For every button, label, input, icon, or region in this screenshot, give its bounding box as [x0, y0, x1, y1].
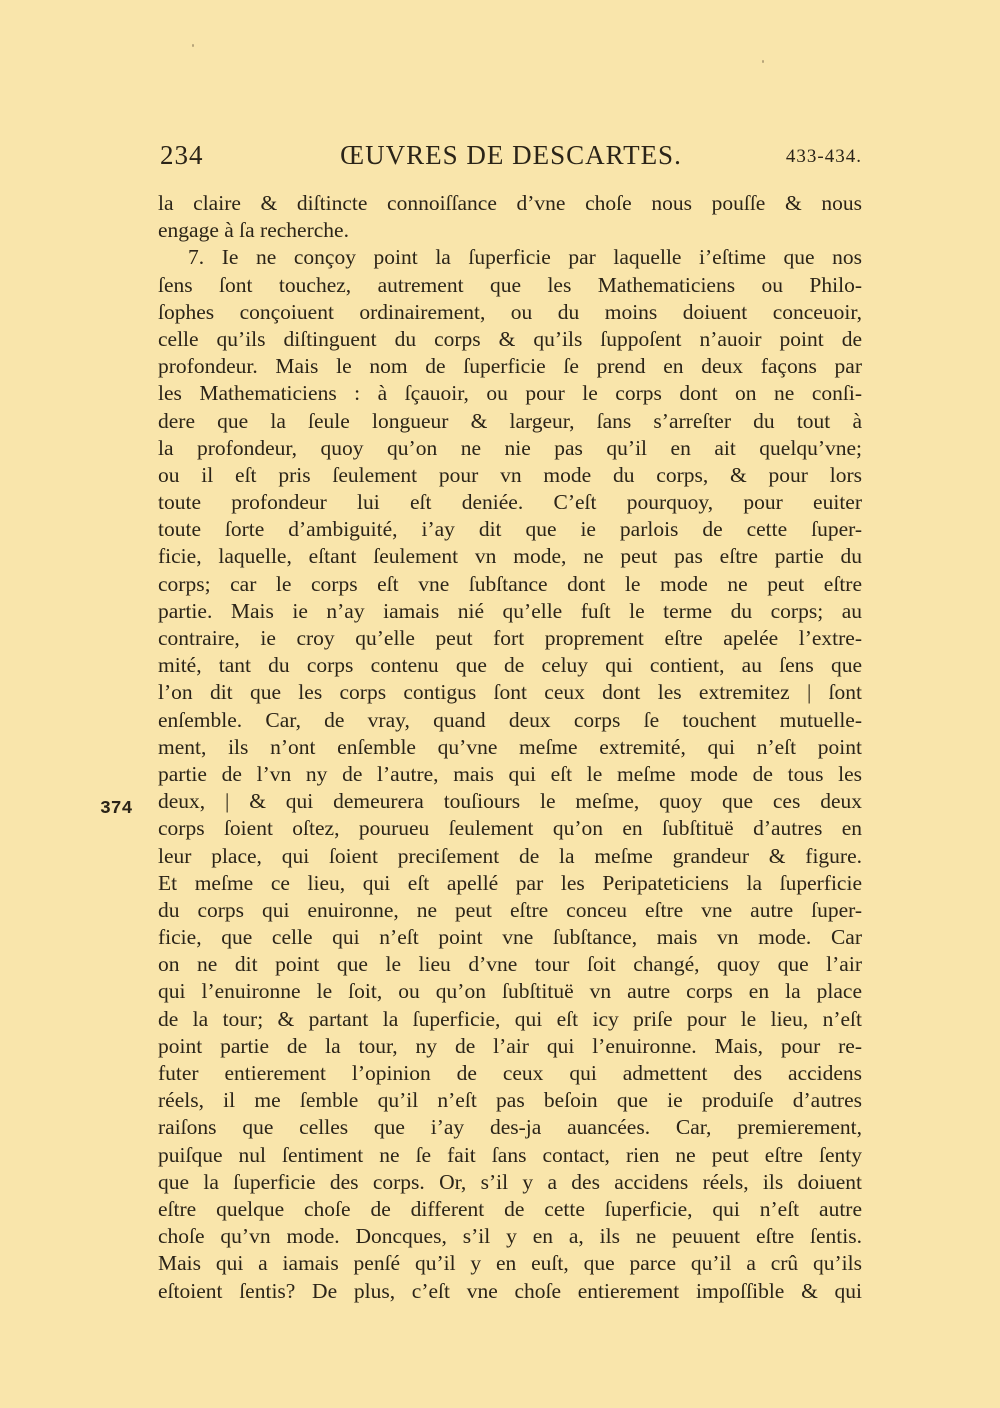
text-line: de la tour; & partant la ſuperficie, qui eſt icy priſe pour le lieu, n’eſt [158, 1006, 862, 1031]
text-line: ou il eſt pris ſeulement pour vn mode du corps, & pour lors [158, 462, 862, 487]
text-line: Mais qui a iamais penſé qu’il y en euſt, que parce qu’il a crû qu’ils [158, 1251, 862, 1276]
text-line: ment, ils n’ont enſemble qu’vne meſme extremité, qui n’eſt point [158, 734, 862, 759]
text-line: celle qu’ils diſtinguent du corps & qu’ils ſuppoſent n’auoir point de [158, 326, 862, 351]
text-line: ficie, laquelle, eſtant ſeulement vn mode, ne peut pas eſtre partie du [158, 544, 862, 569]
text-line: toute ſorte d’ambiguité, i’ay dit que ie parlois de cette ſuper- [158, 517, 862, 542]
text-line: raiſons que celles que i’ay des-ja auancées. Car, premierement, [158, 1115, 862, 1140]
text-line: réels, il me ſemble qu’il n’eſt pas beſoin que ie produiſe d’autres [158, 1088, 862, 1113]
text-line: eſtoient ſentis? De plus, c’eſt vne choſe entierement impoſſible & qui [158, 1278, 862, 1303]
text-line: corps ſoient oſtez, pourueu ſeulement qu’on en ſubſtituë d’autres en [158, 816, 862, 841]
text-line: la profondeur, quoy qu’on ne nie pas qu’il en ait quelqu’vne; [158, 435, 862, 460]
text-line: deux, | & qui demeurera touſiours le meſme, quoy que ces deux [158, 789, 862, 814]
paper-speck [762, 60, 764, 63]
text-line: Et meſme ce lieu, qui eſt apellé par les Peripateticiens la ſuperficie [158, 870, 862, 895]
text-line: choſe qu’vn mode. Doncques, s’il y en a, ils ne peuuent eſtre ſentis. [158, 1224, 862, 1249]
text-line: corps; car le corps eſt vne ſubſtance dont le mode ne peut eſtre [158, 571, 862, 596]
text-line: ſophes conçoiuent ordinairement, ou du moins doiuent conceuoir, [158, 299, 862, 324]
text-line: la claire & diſtincte connoiſſance d’vne choſe nous pouſſe & nous [158, 191, 862, 215]
paper-speck [192, 44, 194, 47]
running-title: ŒUVRES DE DESCARTES. [340, 140, 682, 170]
text-line: ſens ſont touchez, autrement que les Mathematiciens ou Philo- [158, 272, 862, 297]
text-line: eſtre quelque choſe de different de cette ſuperficie, qui n’eſt autre [158, 1196, 862, 1221]
text-line: les Mathematiciens : à ſçauoir, ou pour le corps dont on ne conſi- [158, 381, 862, 406]
text-line: partie. Mais ie n’ay iamais nié qu’elle fuſt le terme du corps; au [158, 598, 862, 623]
text-line: du corps qui enuironne, ne peut eſtre conceu eſtre vne autre ſuper- [158, 897, 862, 922]
text-line: ficie, que celle qui n’eſt point vne ſubſtance, mais vn mode. Car [158, 925, 862, 950]
text-line: futer entierement l’opinion de ceux qui admettent des accidens [158, 1061, 862, 1085]
text-line: point partie de la tour, ny de l’air qui l’enuironne. Mais, pour re- [158, 1033, 862, 1058]
text-line: que la ſuperficie des corps. Or, s’il y a des accidens réels, ils doiuent [158, 1169, 862, 1194]
text-line: leur place, qui ſoient preciſement de la meſme grandeur & figure. [158, 843, 862, 868]
text-line: puiſque nul ſentiment ne ſe fait ſans contact, rien ne peut eſtre ſenty [158, 1142, 862, 1167]
text-line: dere que la ſeule longueur & largeur, ſans s’arreſter du tout à [158, 408, 862, 433]
margin-page-number: 374 [100, 799, 133, 819]
page-number: 234 [160, 140, 204, 170]
text-line: mité, tant du corps contenu que de celuy qui contient, au ſens que [158, 653, 862, 678]
page-range: 433-434. [785, 146, 862, 167]
text-line: partie de l’vn ny de l’autre, mais qui eſt le meſme mode de tous les [158, 761, 862, 786]
text-line: engage à ſa recherche. [158, 218, 349, 243]
text-line: toute profondeur lui eſt deniée. C’eſt pourquoy, pour euiter [158, 490, 862, 515]
page-header [160, 140, 862, 174]
text-line: qui l’enuironne le ſoit, ou qu’on ſubſtituë vn autre corps en la place [158, 979, 862, 1004]
text-line: contraire, ie croy qu’elle peut fort proprement eſtre apelée l’extre- [158, 626, 862, 650]
text-line: on ne dit point que le lieu d’vne tour ſoit changé, quoy que l’air [158, 952, 862, 977]
text-line: 7. Ie ne conçoy point la ſuperficie par laquelle i’eſtime que nos [188, 245, 862, 270]
text-line: enſemble. Car, de vray, quand deux corps ſe touchent mutuelle- [158, 707, 862, 732]
text-line: profondeur. Mais le nom de ſuperficie ſe prend en deux façons par [158, 354, 862, 379]
text-line: l’on dit que les corps contigus ſont ceux dont les extremitez | ſont [158, 680, 862, 705]
body-text [158, 190, 862, 1305]
